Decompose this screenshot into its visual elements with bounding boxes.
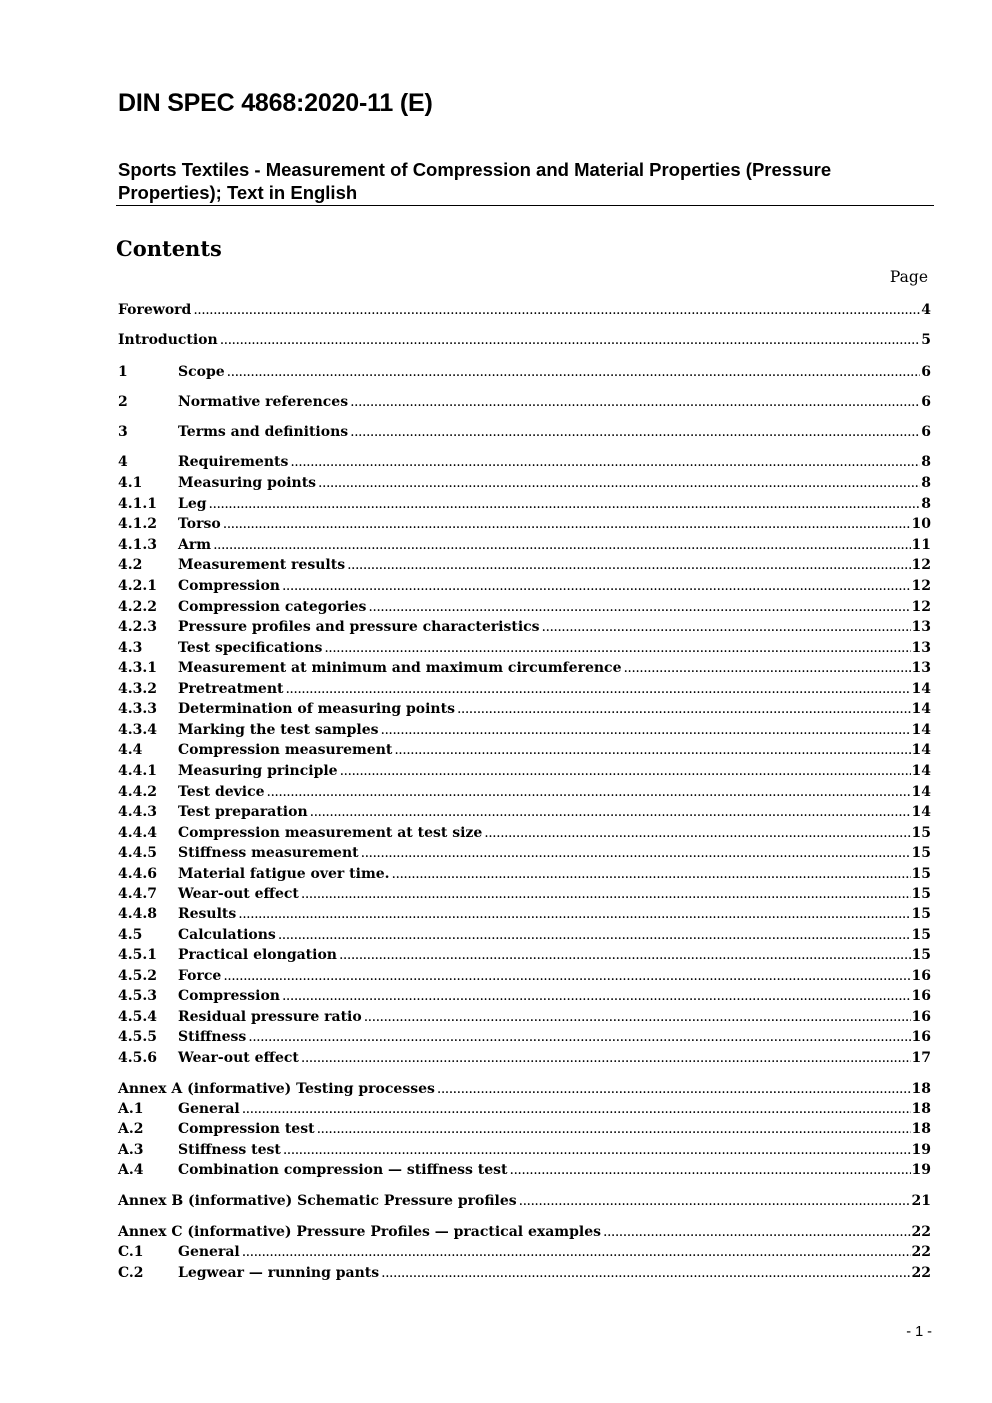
toc-entry-title: Annex B (informative) Schematic Pressure profiles (118, 1193, 517, 1209)
toc-entry[interactable] (118, 1224, 931, 1244)
toc-entry-page: 12 (911, 557, 931, 573)
toc-dot-leader (223, 968, 910, 984)
toc-entry[interactable] (118, 1162, 931, 1182)
toc-entry[interactable] (118, 1244, 931, 1264)
toc-dot-leader (364, 1009, 911, 1025)
toc-entry-page: 4 (921, 302, 931, 318)
toc-entry-page: 8 (921, 475, 931, 491)
page-column-label: Page (889, 268, 928, 286)
toc-entry-title: Measurement at minimum and maximum circumference (178, 660, 622, 676)
toc-entry[interactable] (118, 763, 931, 783)
toc-entry-title: Wear-out effect (178, 1050, 299, 1066)
toc-entry-number: 4.5 (118, 927, 143, 943)
toc-entry[interactable] (118, 302, 931, 322)
toc-entry-page: 6 (921, 364, 931, 380)
toc-dot-leader (267, 784, 911, 800)
toc-entry[interactable] (118, 845, 931, 865)
toc-dot-leader (350, 424, 920, 440)
toc-dot-leader (301, 886, 911, 902)
toc-entry[interactable] (118, 988, 931, 1008)
toc-entry-title: Measurement results (178, 557, 346, 573)
toc-dot-leader (209, 496, 921, 512)
toc-entry-number: 4.1.3 (118, 537, 157, 553)
toc-entry[interactable] (118, 1142, 931, 1162)
toc-entry-title: Pressure profiles and pressure characteristics (178, 619, 540, 635)
toc-entry-number: 4.4.6 (118, 866, 157, 882)
toc-entry-page: 15 (911, 845, 931, 861)
toc-entry-number: 4.5.4 (118, 1009, 157, 1025)
toc-entry-title: Residual pressure ratio (178, 1009, 362, 1025)
toc-dot-leader (350, 394, 920, 410)
toc-entry-number: 4.3 (118, 640, 143, 656)
toc-entry-page: 22 (911, 1265, 931, 1281)
toc-dot-leader (542, 619, 911, 635)
toc-entry-number: 4.4.1 (118, 763, 157, 779)
toc-entry-page: 5 (921, 332, 931, 348)
toc-entry-number: 4.3.3 (118, 701, 157, 717)
toc-entry-number: 4.5.3 (118, 988, 157, 1004)
toc-entry-page: 22 (911, 1244, 931, 1260)
toc-entry-title: Foreword (118, 302, 192, 318)
toc-entry-title: Stiffness (178, 1029, 247, 1045)
toc-entry-number: 4.3.2 (118, 681, 157, 697)
toc-entry[interactable] (118, 1193, 931, 1213)
toc-entry-title: Pretreatment (178, 681, 284, 697)
toc-entry-title: Compression measurement (178, 742, 393, 758)
toc-entry-page: 13 (911, 619, 931, 635)
footer-page-number: - 1 - (906, 1324, 932, 1340)
toc-entry[interactable] (118, 742, 931, 762)
toc-entry-page: 19 (911, 1142, 931, 1158)
toc-entry-title: General (178, 1244, 240, 1260)
toc-entry[interactable] (118, 784, 931, 804)
toc-entry-title: Arm (178, 537, 212, 553)
toc-entry-page: 15 (911, 906, 931, 922)
toc-entry-title: Material fatigue over time. (178, 866, 390, 882)
toc-entry-number: 4.5.1 (118, 947, 157, 963)
toc-dot-leader (519, 1193, 911, 1209)
toc-dot-leader (310, 804, 911, 820)
toc-entry-page: 16 (911, 1029, 931, 1045)
toc-dot-leader (457, 701, 911, 717)
toc-entry-title: Introduction (118, 332, 218, 348)
toc-entry[interactable] (118, 1081, 931, 1101)
toc-entry-title: Normative references (178, 394, 349, 410)
toc-entry-number: 4.2.1 (118, 578, 157, 594)
title-divider (116, 205, 934, 206)
toc-entry-page: 10 (911, 516, 931, 532)
toc-dot-leader (242, 1101, 911, 1117)
toc-entry[interactable] (118, 681, 931, 701)
toc-dot-leader (220, 332, 921, 348)
toc-entry-number: A.2 (118, 1121, 144, 1137)
toc-entry-page: 12 (911, 599, 931, 615)
toc-entry-number: A.3 (118, 1142, 144, 1158)
toc-entry-page: 14 (911, 722, 931, 738)
toc-entry[interactable] (118, 1009, 931, 1029)
toc-entry-page: 21 (911, 1193, 931, 1209)
toc-entry-page: 15 (911, 866, 931, 882)
toc-dot-leader (361, 845, 911, 861)
toc-entry-number: 4.5.5 (118, 1029, 157, 1045)
toc-dot-leader (347, 557, 910, 573)
toc-entry-title: Wear-out effect (178, 886, 299, 902)
toc-entry-page: 6 (921, 394, 931, 410)
toc-entry-number: 4.3.1 (118, 660, 157, 676)
toc-entry[interactable] (118, 968, 931, 988)
toc-entry-page: 14 (911, 763, 931, 779)
contents-heading: Contents (116, 236, 222, 261)
toc-dot-leader (318, 475, 920, 491)
toc-entry-title: Measuring principle (178, 763, 338, 779)
toc-entry-number: 4.1 (118, 475, 143, 491)
toc-entry[interactable] (118, 927, 931, 947)
toc-entry-title: Results (178, 906, 237, 922)
toc-entry-number: A.4 (118, 1162, 144, 1178)
toc-dot-leader (283, 1142, 911, 1158)
toc-dot-leader (339, 947, 911, 963)
toc-dot-leader (242, 1244, 911, 1260)
toc-entry-page: 15 (911, 825, 931, 841)
toc-entry-number: 4.2.3 (118, 619, 157, 635)
toc-entry-title: Compression categories (178, 599, 367, 615)
toc-dot-leader (324, 640, 910, 656)
toc-entry-page: 15 (911, 947, 931, 963)
toc-entry-title: Compression measurement at test size (178, 825, 483, 841)
toc-entry-title: Annex A (informative) Testing processes (118, 1081, 435, 1097)
toc-entry-title: Test specifications (178, 640, 323, 656)
toc-entry[interactable] (118, 1121, 931, 1141)
toc-dot-leader (392, 866, 911, 882)
toc-entry-page: 11 (911, 537, 931, 553)
toc-entry-number: 4.4.3 (118, 804, 157, 820)
toc-entry-title: Practical elongation (178, 947, 337, 963)
toc-entry-number: 4.1.2 (118, 516, 157, 532)
toc-dot-leader (227, 364, 921, 380)
toc-entry-page: 18 (911, 1101, 931, 1117)
toc-entry-title: Stiffness test (178, 1142, 281, 1158)
toc-entry-page: 15 (911, 927, 931, 943)
toc-entry-page: 16 (911, 988, 931, 1004)
toc-dot-leader (278, 927, 911, 943)
toc-entry-page: 13 (911, 640, 931, 656)
toc-entry[interactable] (118, 454, 931, 474)
toc-dot-leader (381, 1265, 910, 1281)
toc-entry-number: 4.1.1 (118, 496, 157, 512)
toc-dot-leader (484, 825, 910, 841)
toc-entry-number: 4.4.5 (118, 845, 157, 861)
toc-entry-title: Legwear — running pants (178, 1265, 380, 1281)
toc-entry-page: 22 (911, 1224, 931, 1240)
toc-entry-page: 16 (911, 968, 931, 984)
toc-entry-number: 3 (118, 424, 128, 440)
toc-dot-leader (290, 454, 920, 470)
toc-entry[interactable] (118, 619, 931, 639)
toc-entry-number: 4.5.6 (118, 1050, 157, 1066)
toc-entry-number: 4.5.2 (118, 968, 157, 984)
toc-entry-title: Annex C (informative) Pressure Profiles — practical examples (118, 1224, 601, 1240)
toc-entry-number: 4.4.4 (118, 825, 157, 841)
toc-entry-page: 6 (921, 424, 931, 440)
toc-entry-page: 14 (911, 681, 931, 697)
toc-entry-title: Marking the test samples (178, 722, 379, 738)
toc-entry-title: Leg (178, 496, 207, 512)
document-id: DIN SPEC 4868:2020-11 (E) (118, 89, 433, 117)
toc-entry-page: 18 (911, 1121, 931, 1137)
toc-entry-number: 4.2.2 (118, 599, 157, 615)
toc-entry[interactable] (118, 332, 931, 352)
toc-entry-title: General (178, 1101, 240, 1117)
toc-entry[interactable] (118, 640, 931, 660)
toc-entry-title: Terms and definitions (178, 424, 349, 440)
toc-entry-page: 18 (911, 1081, 931, 1097)
toc-entry-title: Force (178, 968, 222, 984)
toc-entry-page: 15 (911, 886, 931, 902)
toc-entry[interactable] (118, 475, 931, 495)
toc-entry[interactable] (118, 599, 931, 619)
toc-dot-leader (301, 1050, 911, 1066)
toc-entry-number: 4.4.8 (118, 906, 157, 922)
toc-dot-leader (282, 578, 911, 594)
toc-dot-leader (437, 1081, 911, 1097)
toc-entry-page: 16 (911, 1009, 931, 1025)
toc-entry-number: 4.4.7 (118, 886, 157, 902)
toc-entry-number: C.2 (118, 1265, 144, 1281)
toc-dot-leader (213, 537, 910, 553)
toc-entry-number: C.1 (118, 1244, 144, 1260)
toc-entry-title: Scope (178, 364, 225, 380)
toc-entry-title: Compression (178, 988, 280, 1004)
toc-entry[interactable] (118, 947, 931, 967)
toc-dot-leader (317, 1121, 911, 1137)
toc-entry-number: 1 (118, 364, 128, 380)
toc-dot-leader (623, 660, 910, 676)
toc-dot-leader (238, 906, 910, 922)
toc-entry[interactable] (118, 424, 931, 444)
toc-entry[interactable] (118, 804, 931, 824)
toc-entry-number: 4.3.4 (118, 722, 157, 738)
toc-entry-number: 2 (118, 394, 128, 410)
toc-dot-leader (248, 1029, 910, 1045)
toc-dot-leader (510, 1162, 911, 1178)
toc-entry-page: 8 (921, 454, 931, 470)
toc-entry-page: 14 (911, 784, 931, 800)
toc-entry[interactable] (118, 516, 931, 536)
toc-entry[interactable] (118, 825, 931, 845)
toc-entry-page: 17 (911, 1050, 931, 1066)
toc-entry[interactable] (118, 886, 931, 906)
toc-entry[interactable] (118, 701, 931, 721)
toc-entry-number: 4 (118, 454, 128, 470)
toc-entry-page: 12 (911, 578, 931, 594)
toc-entry[interactable] (118, 578, 931, 598)
toc-entry-title: Compression test (178, 1121, 315, 1137)
toc-entry-title: Test preparation (178, 804, 308, 820)
toc-entry[interactable] (118, 660, 931, 680)
toc-entry-title: Stiffness measurement (178, 845, 359, 861)
toc-entry-page: 19 (911, 1162, 931, 1178)
toc-entry-title: Combination compression — stiffness test (178, 1162, 508, 1178)
toc-entry[interactable] (118, 394, 931, 414)
toc-entry-page: 8 (921, 496, 931, 512)
toc-entry[interactable] (118, 866, 931, 886)
toc-entry-page: 14 (911, 701, 931, 717)
toc-dot-leader (282, 988, 911, 1004)
toc-entry-number: 4.4.2 (118, 784, 157, 800)
toc-entry[interactable] (118, 1029, 931, 1049)
toc-entry[interactable] (118, 1265, 931, 1285)
toc-entry-number: 4.2 (118, 557, 143, 573)
toc-dot-leader (285, 681, 910, 697)
toc-dot-leader (340, 763, 911, 779)
toc-entry[interactable] (118, 722, 931, 742)
document-subtitle: Sports Textiles - Measurement of Compression and Material Properties (Pressure Properties); Text in English (118, 159, 832, 203)
toc-dot-leader (381, 722, 911, 738)
toc-entry-title: Requirements (178, 454, 289, 470)
toc-entry[interactable] (118, 906, 931, 926)
toc-entry-title: Measuring points (178, 475, 317, 491)
toc-entry-number: A.1 (118, 1101, 144, 1117)
toc-entry-title: Torso (178, 516, 221, 532)
toc-dot-leader (193, 302, 920, 318)
toc-entry[interactable] (118, 1050, 931, 1070)
toc-entry[interactable] (118, 1101, 931, 1121)
toc-entry-number: 4.4 (118, 742, 143, 758)
toc-entry[interactable] (118, 496, 931, 516)
toc-dot-leader (223, 516, 911, 532)
toc-entry[interactable] (118, 557, 931, 577)
toc-dot-leader (368, 599, 910, 615)
toc-entry[interactable] (118, 364, 931, 384)
toc-entry-title: Determination of measuring points (178, 701, 455, 717)
toc-entry-title: Calculations (178, 927, 276, 943)
toc-entry[interactable] (118, 537, 931, 557)
toc-dot-leader (394, 742, 910, 758)
toc-dot-leader (603, 1224, 911, 1240)
toc-entry-title: Compression (178, 578, 280, 594)
toc-entry-page: 13 (911, 660, 931, 676)
toc-entry-page: 14 (911, 742, 931, 758)
toc-entry-page: 14 (911, 804, 931, 820)
toc-entry-title: Test device (178, 784, 265, 800)
